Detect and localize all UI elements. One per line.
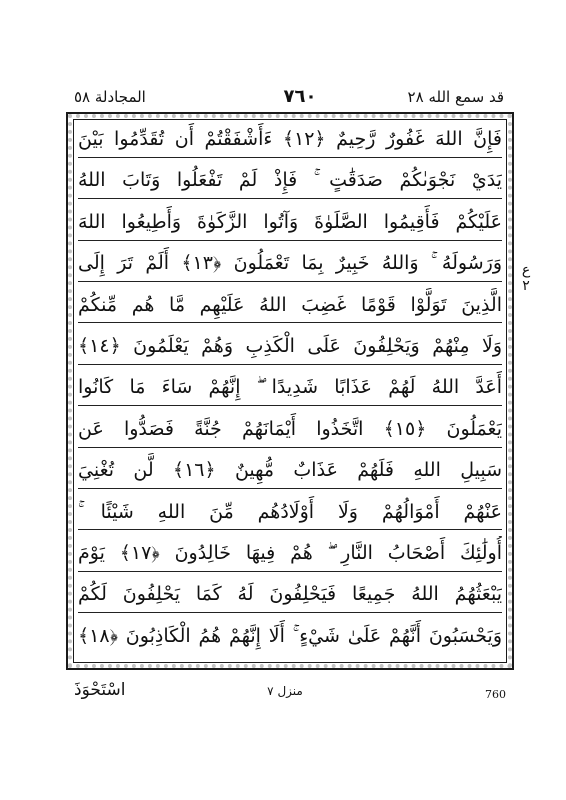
verse-line: فَإِنَّ اللهَ غَفُورٌ رَّحِيمٌ ﴿١٢﴾ ءَأَشْفَقْتُمْ أَن تُقَدِّمُوا بَيْنَ (78, 122, 502, 158)
surah-name: المجادلة ٥٨ (74, 88, 146, 106)
verse-line: أَعَدَّ اللهُ لَهُمْ عَذَابًا شَدِيدًا ۖ إِنَّهُمْ سَاءَ مَا كَانُوا (78, 370, 502, 406)
verse-line: أُولَٰئِكَ أَصْحَابُ النَّارِ ۖ هُمْ فِيهَا خَالِدُونَ ﴿١٧﴾ يَوْمَ (78, 536, 502, 572)
verse-text-block (78, 122, 502, 660)
page-number: 760 (485, 688, 506, 701)
manzil-label: منزل ٧ (267, 684, 303, 698)
juz-name: قد سمع الله ٢٨ (407, 88, 504, 106)
page-header (70, 86, 510, 112)
ruku-marker: ع ٢ (521, 262, 531, 294)
verse-line: عَنْهُمْ أَمْوَالُهُمْ وَلَا أَوْلَادُهُم مِّنَ اللهِ شَيْئًا ۚ (78, 495, 502, 531)
verse-line: يَعْمَلُونَ ﴿١٥﴾ اتَّخَذُوا أَيْمَانَهُمْ جُنَّةً فَصَدُّوا عَن (78, 412, 502, 448)
verse-line: وَلَا مِنْهُمْ وَيَحْلِفُونَ عَلَى الْكَذِبِ وَهُمْ يَعْلَمُونَ ﴿١٤﴾ (78, 329, 502, 365)
verse-line: يَدَيْ نَجْوَىٰكُمْ صَدَقَٰتٍ ۚ فَإِذْ لَمْ تَفْعَلُوا وَتَابَ اللهُ (78, 163, 502, 199)
verse-line: وَيَحْسَبُونَ أَنَّهُمْ عَلَىٰ شَيْءٍ ۚ أَلَا إِنَّهُمْ هُمُ الْكَاذِبُونَ ﴿١٨﴾ (78, 624, 502, 647)
verse-line: يَبْعَثُهُمُ اللهُ جَمِيعًا فَيَحْلِفُونَ لَهُ كَمَا يَحْلِفُونَ لَكُمْ (78, 577, 502, 613)
verse-line: سَبِيلِ اللهِ فَلَهُمْ عَذَابٌ مُّهِينٌ ﴿١٦﴾ لَّن تُغْنِيَ (78, 453, 502, 489)
verse-line: الَّذِينَ تَوَلَّوْا قَوْمًا غَضِبَ اللهُ عَلَيْهِم مَّا هُم مِّنكُمْ (78, 288, 502, 324)
verse-line: عَلَيْكُمْ فَأَقِيمُوا الصَّلَوٰةَ وَآتُوا الزَّكَوٰةَ وَأَطِيعُوا اللهَ (78, 205, 502, 241)
verse-line: وَرَسُولَهُ ۚ وَاللهُ خَبِيرٌ بِمَا تَعْمَلُونَ ﴿١٣﴾ أَلَمْ تَرَ إِلَى (78, 246, 502, 282)
page-number-arabic: ٧٦٠ (283, 86, 317, 107)
catchword: اسْتَحْوَذَ (74, 680, 126, 700)
